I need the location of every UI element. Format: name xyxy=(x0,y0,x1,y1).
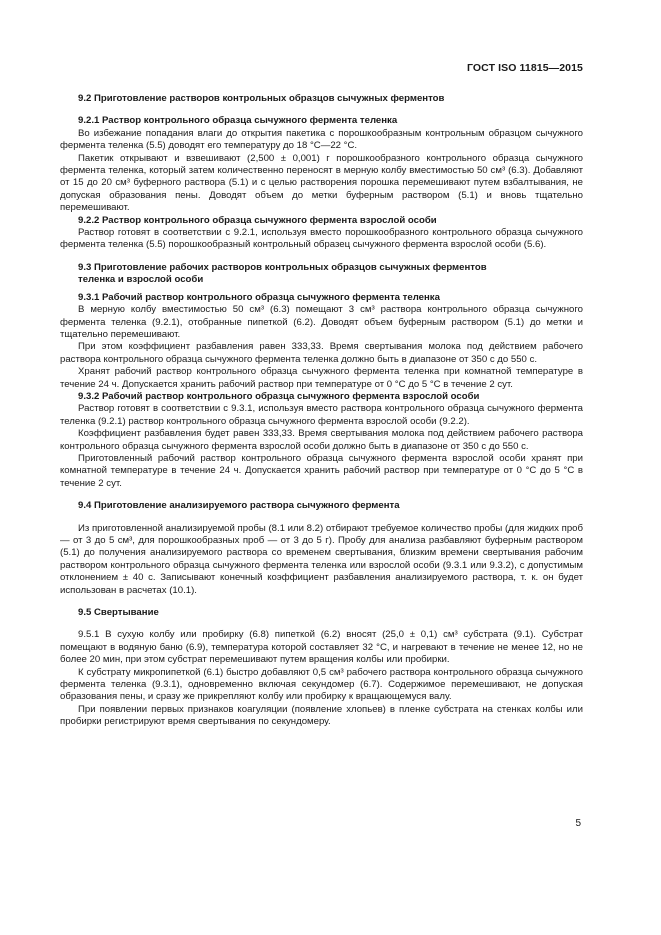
section-9-4-heading: 9.4 Приготовление анализируемого раствора сычужного фермента xyxy=(78,500,400,512)
page-number: 5 xyxy=(575,818,581,829)
section-9-2-2-heading: 9.2.2 Раствор контрольного образца сычужного фермента взрослой особи xyxy=(78,214,437,226)
section-9-5-heading: 9.5 Свертывание xyxy=(78,607,159,619)
paragraph: 9.5.1 В сухую колбу или пробирку (6.8) пипеткой (6.2) вносят (25,0 ± 0,1) см³ субстрата (9.1). Субстрат помещают в водяную баню (6.9), температура которой составляет 32 °С, и нагревают в течение не менее 12, но не более 20 мин, при этом субстрат перемешивают путем вращения колбы или пробирки. xyxy=(60,629,583,666)
paragraph: Из приготовленной анализируемой пробы (8.1 или 8.2) отбирают требуемое количество пробы (для жидких проб — от 3 до 5 см³, для порошкообразных проб — от 3 до 5 г). Пробу для анализа разбавляют буферным раствором (5.1) до получения анализируемого раствора со временем свертывания, близким времени свертывания рабочим раствором контрольного образца сычужного фермента теленка или взрослой особи (9.3.1 или 9.3.2), с допустимым отклонением ± 40 с. Записывают конечный коэффициент разбавления анализируемого раствора, т. к. он будет использован в расчетах (10.1). xyxy=(60,522,583,596)
paragraph: Приготовленный рабочий раствор контрольного образца сычужного фермента взрослой особи хранят при комнатной температуре в течение 24 ч. Допускается хранить рабочий раствор при температуре от 0 °С до 5 °С в течение 2 сут. xyxy=(60,452,583,489)
paragraph: Пакетик открывают и взвешивают (2,500 ± 0,001) г порошкообразного контрольного образца сычужного фермента теленка, который затем количественно переносят в мерную колбу вместимостью 50 см³ (6.3). Добавляют от 15 до 20 см³ буферного раствора (5.1) и с целью растворения порошка перемешивают путем взбалтывания, не допуская образования пены. Доводят объем до метки буферным раствором (5.1) и вновь тщательно перемешивают. xyxy=(60,152,583,214)
section-9-3-heading-line2: теленка и взрослой особи xyxy=(78,274,204,286)
section-9-3-heading-line1: 9.3 Приготовление рабочих растворов контрольных образцов сычужных ферментов xyxy=(78,261,487,273)
paragraph: Во избежание попадания влаги до открытия пакетика с порошкообразным контрольным образцом сычужного фермента теленка (5.5) доводят его температуру до 18 °С—22 °С. xyxy=(60,127,583,152)
paragraph: Раствор готовят в соответствии с 9.3.1, используя вместо раствора контрольного образца сычужного фермента теленка (9.2.1) раствор контрольного образца сычужного фермента взрослой особи (9.2.2). xyxy=(60,403,583,427)
section-9-2-1-heading: 9.2.1 Раствор контрольного образца сычужного фермента теленка xyxy=(78,115,398,127)
paragraph: При этом коэффициент разбавления равен 333,33. Время свертывания молока под действием рабочего раствора контрольного образца сычужного фермента теленка должно быть в диапазоне от 350 с до 550 с. xyxy=(60,341,583,365)
paragraph: При появлении первых признаков коагуляции (появление хлопьев) в пленке субстрата на стенках колбы или пробирки регистрируют время свертывания по секундомеру. xyxy=(60,703,583,728)
document-body xyxy=(60,93,583,729)
section-9-3-2-heading: 9.3.2 Рабочий раствор контрольного образца сычужного фермента взрослой особи xyxy=(78,390,480,402)
paragraph: Раствор готовят в соответствии с 9.2.1, используя вместо порошкообразного контрольного образца сычужного фермента теленка (5.5) порошкообразный контрольный образец сычужного фермента взрослой особи (5.6). xyxy=(60,227,583,251)
paragraph: Хранят рабочий раствор контрольного образца сычужного фермента теленка при комнатной температуре в течение 24 ч. Допускается хранить рабочий раствор при температуре от 0 °С до 5 °С в течение 2 сут. xyxy=(60,366,583,390)
standard-header: ГОСТ ISO 11815—2015 xyxy=(466,62,583,74)
paragraph: К субстрату микропипеткой (6.1) быстро добавляют 0,5 см³ рабочего раствора контрольного образца сычужного фермента теленка (9.3.1), одновременно включая секундомер (6.7). Содержимое перемешивают, не допуская образования пены, и сразу же прикрепляют колбу или пробирку к вращающемуся валу. xyxy=(60,666,583,703)
paragraph: Коэффициент разбавления будет равен 333,33. Время свертывания молока под действием рабочего раствора контрольного образца сычужного фермента взрослой особи должно быть в диапазоне от 350 с до 550 с. xyxy=(60,428,583,452)
section-9-2-heading: 9.2 Приготовление растворов контрольных образцов сычужных ферментов xyxy=(78,93,445,104)
paragraph: В мерную колбу вместимостью 50 см³ (6.3) помещают 3 см³ раствора контрольного образца сычужного фермента теленка (9.2.1), отобранные пипеткой (6.2). Доводят объем буферным раствором (5.1) до метки и тщательно перемешивают. xyxy=(60,304,583,340)
section-9-3-1-heading: 9.3.1 Рабочий раствор контрольного образца сычужного фермента теленка xyxy=(78,291,440,303)
